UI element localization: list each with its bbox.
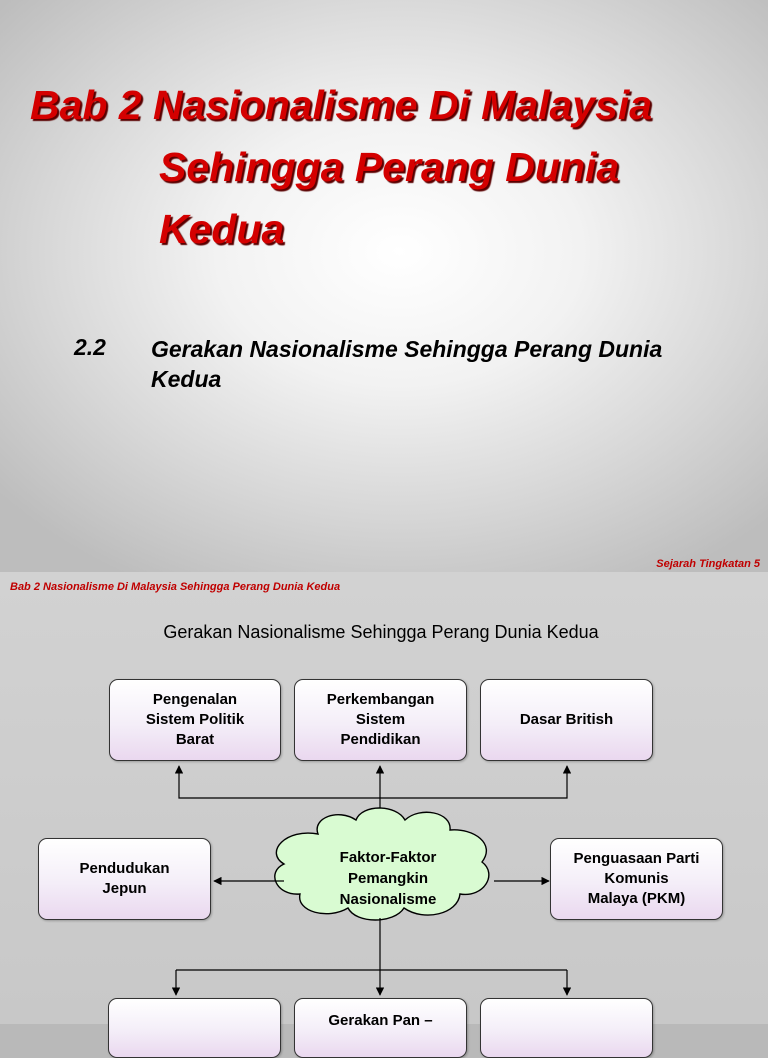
slide-title-line-1: Bab 2 Nasionalisme Di Malaysia <box>30 82 653 128</box>
box-bottom-left <box>108 998 281 1058</box>
box-pan-movement <box>294 998 467 1058</box>
slide-title-line-3: Kedua <box>159 206 285 252</box>
box-communist-party <box>550 838 723 920</box>
box-japanese-occupation <box>38 838 211 920</box>
slide-title-line-2: Sehingga Perang Dunia <box>159 144 620 190</box>
connector-lines <box>0 572 768 1024</box>
box-japanese-occupation-label: Pendudukan Jepun <box>79 860 170 897</box>
slide-title <box>30 74 760 260</box>
center-cloud-label: Faktor-Faktor Pemangkin Nasionalisme <box>339 849 437 908</box>
box-western-political-system <box>109 679 281 761</box>
box-communist-party-label: Penguasaan Parti Komunis Malaya (PKM) <box>573 850 700 907</box>
subtopic-title: Gerakan Nasionalisme Sehingga Perang Dunia Kedua <box>151 336 663 392</box>
subtopic-number: 2.2 <box>74 334 106 360</box>
box-british-policy-label: Dasar British <box>519 711 614 728</box>
diagram-slide <box>0 572 768 1029</box>
course-footer: Sejarah Tingkatan 5 <box>656 558 760 570</box>
chapter-header: Bab 2 Nasionalisme Di Malaysia Sehingga Perang Dunia Kedua <box>10 581 341 593</box>
box-education-system <box>294 679 467 761</box>
box-bottom-right <box>480 998 653 1058</box>
box-western-political-system-label: Pengenalan Sistem Politik Barat <box>145 691 245 748</box>
diagram-title: Gerakan Nasionalisme Sehingga Perang Dunia Kedua <box>163 622 599 642</box>
box-education-system-label: Perkembangan Sistem Pendidikan <box>326 691 435 748</box>
box-pan-movement-label: Gerakan Pan – <box>328 1012 433 1029</box>
connector-to-top-right <box>380 766 567 798</box>
box-british-policy <box>480 679 653 761</box>
